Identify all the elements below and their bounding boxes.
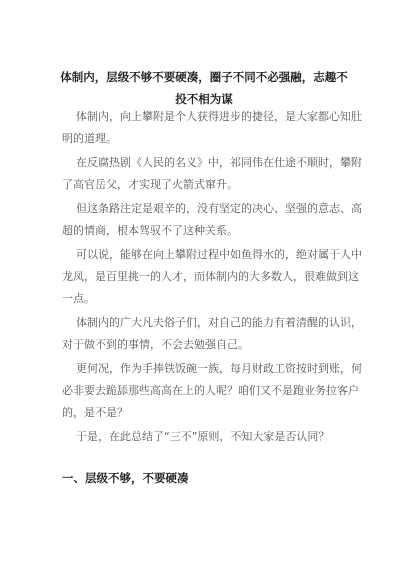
paragraph-3: 但这条路注定是艰辛的，没有坚定的决心、坚强的意志、高超的情商，根本驾驭不了这种关系。 <box>62 202 362 237</box>
paragraph-7: 于是，在此总结了“三不”原则，不知大家是否认同？ <box>76 430 330 443</box>
paragraph-2: 在反腐热剧《人民的名义》中，祁同伟在仕途不顺时，攀附了高官岳父，才实现了火箭式窜升。 <box>62 156 362 191</box>
paragraph-6: 更何况，作为手捧铁饭碗一族，每月财政工资按时到账，何必非要去跪舔那些高高在上的人呢？咱们又不是跑业务拉客户的，是不是？ <box>62 362 362 419</box>
title-line-2: 投不相为谋 <box>175 92 233 106</box>
title-line-1: 体制内，层级不够不要硬凑，圈子不同不必强融，志趣不 <box>60 70 348 84</box>
article-title <box>40 66 368 110</box>
paragraph-4: 可以说，能够在向上攀附过程中如鱼得水的，绝对属于人中龙凤，是百里挑一的人才，而体制内的大多数人，很难做到这一点。 <box>62 248 362 305</box>
paragraph-1: 体制内，向上攀附是个人获得进步的捷径，是大家都心知肚明的道理。 <box>62 110 362 145</box>
section-heading: 一、层级不够，不要硬凑 <box>62 471 189 485</box>
paragraph-5: 体制内的广大凡夫俗子们，对自己的能力有着清醒的认识，对于做不到的事情，不会去勉强自己。 <box>62 316 362 351</box>
